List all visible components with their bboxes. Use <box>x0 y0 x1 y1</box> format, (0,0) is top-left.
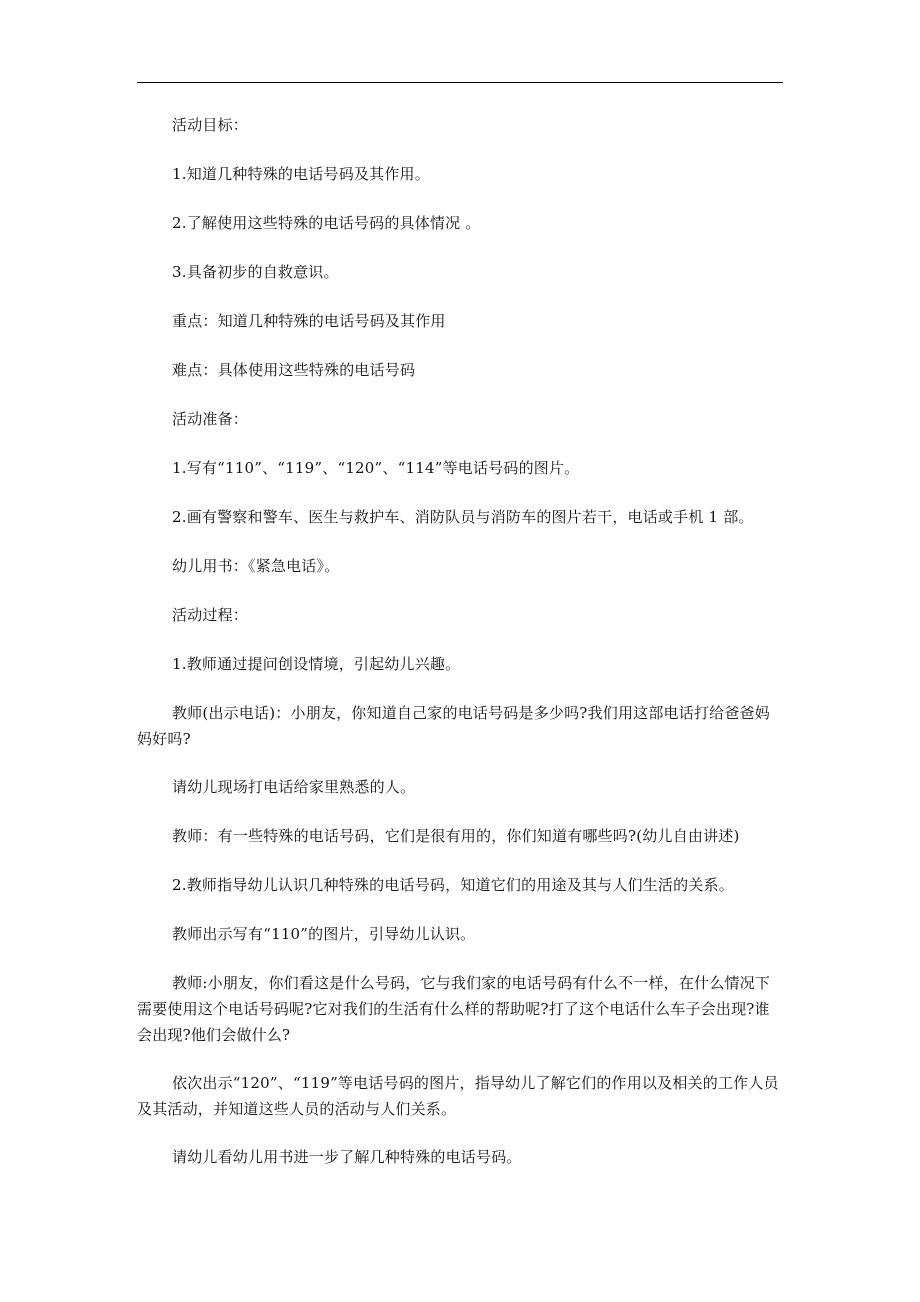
heading-activity-goals: 活动目标： <box>172 116 249 134</box>
document-body <box>137 112 783 1170</box>
children-book-review: 请幼儿看幼儿用书进一步了解几种特殊的电话号码。 <box>172 1148 522 1166</box>
children-book: 幼儿用书：《紧急电话》。 <box>172 557 340 575</box>
heading-activity-process: 活动过程： <box>172 606 249 624</box>
process-step-2: 2.教师指导幼儿认识几种特殊的电话号码，知道它们的用途及其与人们生活的关系。 <box>172 876 734 894</box>
teacher-dialogue-3: 教师:小朋友，你们看这是什么号码，它与我们家的电话号码有什么不一样，在什么情况下需要使用这个电话号码呢?它对我们的生活有什么样的帮助呢?打了这个电话什么车子会出现?谁会出现?他们会做什么? <box>137 974 771 1044</box>
process-step-1: 1.教师通过提问创设情境，引起幼儿兴趣。 <box>172 655 461 673</box>
show-120-119-pictures: 依次出示“120”、“119”等电话号码的图片，指导幼儿了解它们的作用以及相关的工作人员及其活动，并知道这些人员的活动与人们关系。 <box>137 1074 779 1118</box>
goal-item-1: 1.知道几种特殊的电话号码及其作用。 <box>172 165 430 183</box>
show-110-picture: 教师出示写有“110”的图片，引导幼儿认识。 <box>172 925 476 943</box>
teacher-dialogue-2: 教师：有一些特殊的电话号码，它们是很有用的，你们知道有哪些吗?(幼儿自由讲述) <box>172 827 740 845</box>
header-rule <box>137 82 783 83</box>
difficult-point: 难点：具体使用这些特殊的电话号码 <box>172 361 416 379</box>
teacher-dialogue-1: 教师(出示电话)：小朋友，你知道自己家的电话号码是多少吗?我们用这部电话打给爸爸妈妈好吗? <box>137 704 770 748</box>
preparation-item-1: 1.写有“110”、“119”、“120”、“114”等电话号码的图片。 <box>172 459 580 477</box>
heading-activity-preparation: 活动准备： <box>172 410 249 428</box>
goal-item-3: 3.具备初步的自救意识。 <box>172 263 339 281</box>
children-call-instruction: 请幼儿现场打电话给家里熟悉的人。 <box>172 778 416 796</box>
goal-item-2: 2.了解使用这些特殊的电话号码的具体情况 。 <box>172 214 481 232</box>
key-point: 重点：知道几种特殊的电话号码及其作用 <box>172 312 446 330</box>
preparation-item-2: 2.画有警察和警车、医生与救护车、消防队员与消防车的图片若干，电话或手机 1 部。 <box>172 508 754 526</box>
